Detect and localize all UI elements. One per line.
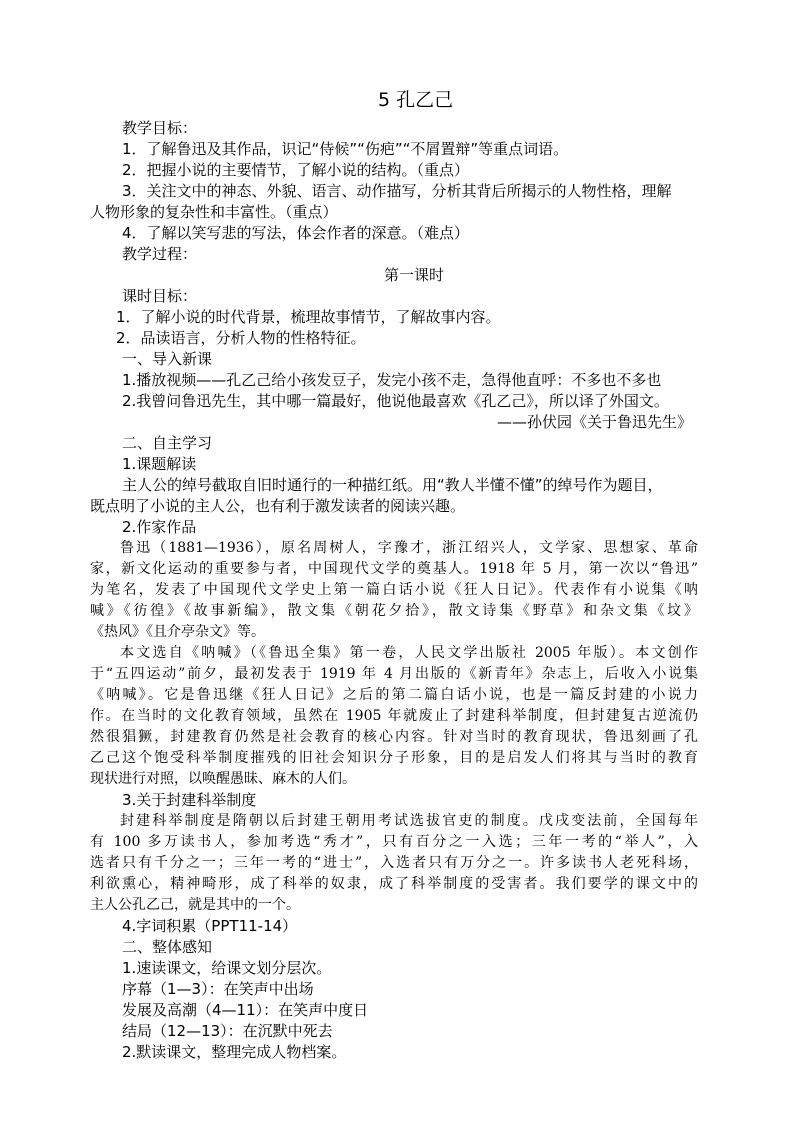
paragraph-line: 2.我曾问鲁迅先生，其中哪一篇最好，他说他最喜欢《孔乙己》，所以译了外国文。 (122, 392, 669, 410)
paragraph-line: 2.默读课文，整理完成人物档案。 (122, 1043, 347, 1061)
lesson-goal-item: 2．品读语言，分析人物的性格特征。 (116, 329, 366, 347)
paragraph-line: 主人公孔乙己，就是其中的一个。 (90, 897, 300, 913)
paragraph-line: 家，新文化运动的重要参与者，中国现代文学的奠基人。1918 年 5 月，第一次以“鲁迅” (90, 561, 698, 577)
paragraph-line: 于“五四运动”前夕，最初发表于 1919 年 4 月出版的《新青年》杂志上，后收入小说集 (90, 666, 698, 682)
paragraph-line: 选者只有千分之一；三年一考的“进士”，入选者只有万分之一。许多读书人老死科场， (90, 855, 698, 871)
lesson-goals-heading: 课时目标： (122, 287, 198, 305)
quote-attribution: ——孙伏园《关于鲁迅先生》 (497, 413, 693, 431)
process-heading: 教学过程： (122, 245, 198, 263)
subsection-heading: 1.课题解读 (122, 455, 197, 473)
paragraph-line: 现状进行对照，以唤醒愚昧、麻木的人们。 (90, 771, 356, 787)
page-title: 5 孔乙己 (378, 89, 454, 111)
paragraph-line: 序幕（1—3）：在笑声中出场 (122, 980, 314, 998)
subsection-heading: 4.字词积累（PPT11-14） (122, 917, 298, 935)
paragraph-line: 本文选自《呐喊》（《鲁迅全集》第一卷，人民文学出版社 2005 年版）。本文创作 (120, 645, 698, 661)
section-heading: 一、导入新课 (122, 350, 213, 368)
paragraph-line: 作。在当时的文化教育领域，虽然在 1905 年就废止了封建科举制度，但封建复古逆流仍 (90, 708, 698, 724)
paragraph-line: 然很猖獗，封建教育仍然是社会教育的核心内容。针对当时的教育现状，鲁迅刻画了孔 (90, 729, 698, 745)
subsection-heading: 2.作家作品 (122, 518, 197, 536)
paragraph-line: 乙己这个饱受科举制度摧残的旧社会知识分子形象，目的是启发人们将其与当时的教育 (90, 750, 698, 766)
goals-heading: 教学目标： (122, 119, 198, 137)
section-heading: 二、自主学习 (122, 434, 213, 452)
paragraph-line: 鲁迅（1881—1936），原名周树人，字豫才，浙江绍兴人，文学家、思想家、革命 (120, 540, 698, 556)
lesson-goal-item: 1．了解小说的时代背景，梳理故事情节，了解故事内容。 (116, 308, 501, 326)
paragraph-line: 为笔名，发表了中国现代文学史上第一篇白话小说《狂人日记》。代表作有小说集《呐 (90, 582, 698, 598)
paragraph-line: 有 100 多万读书人，参加考选“秀才”，只有百分之一入选；三年一考的“举人”，入 (90, 834, 698, 850)
paragraph-line: 封建科举制度是隋朝以后封建王朝用考试选拔官吏的制度。戊戌变法前，全国每年 (120, 813, 698, 829)
paragraph-line: 既点明了小说的主人公，也有利于激发读者的阅读兴趣。 (90, 497, 466, 515)
paragraph-line: 利欲熏心，精神畸形，成了科举的奴隶，成了科举制度的受害者。我们要学的课文中的 (90, 876, 698, 892)
lesson-title: 第一课时 (384, 266, 445, 284)
goal-item: 人物形象的复杂性和丰富性。（重点） (90, 203, 338, 221)
goal-item: 1．了解鲁迅及其作品，识记“侍候”“伤疤”“不屑置辩”等重点词语。 (122, 140, 569, 158)
paragraph-line: 《热风》《且介亭杂文》等。 (90, 624, 265, 640)
section-heading: 二、整体感知 (122, 938, 213, 956)
paragraph-line: 1.速读课文，给课文划分层次。 (122, 959, 332, 977)
paragraph-line: 1.播放视频——孔乙己给小孩发豆子，发完小孩不走，急得他直呼：不多也不多也 (122, 371, 662, 389)
paragraph-line: 《呐喊》。它是鲁迅继《狂人日记》之后的第二篇白话小说，也是一篇反封建的小说力 (90, 687, 698, 703)
goal-item: 2．把握小说的主要情节，了解小说的结构。（重点） (122, 161, 470, 179)
paragraph-line: 结局（12—13）：在沉默中死去 (122, 1022, 333, 1040)
goal-item: 4．了解以笑写悲的写法，体会作者的深意。（难点） (122, 224, 470, 242)
paragraph-line: 喊》《彷徨》《故事新编》，散文集《朝花夕拾》，散文诗集《野草》和杂文集《坟》 (90, 603, 698, 619)
subsection-heading: 3.关于封建科举制度 (122, 791, 257, 809)
paragraph-line: 发展及高潮（4—11）：在笑声中度日 (122, 1001, 369, 1019)
goal-item: 3．关注文中的神态、外貌、语言、动作描写，分析其背后所揭示的人物性格，理解 (122, 182, 672, 200)
paragraph-line: 主人公的绰号截取自旧时通行的一种描红纸。用“教人半懂不懂”的绰号作为题目， (122, 476, 663, 494)
